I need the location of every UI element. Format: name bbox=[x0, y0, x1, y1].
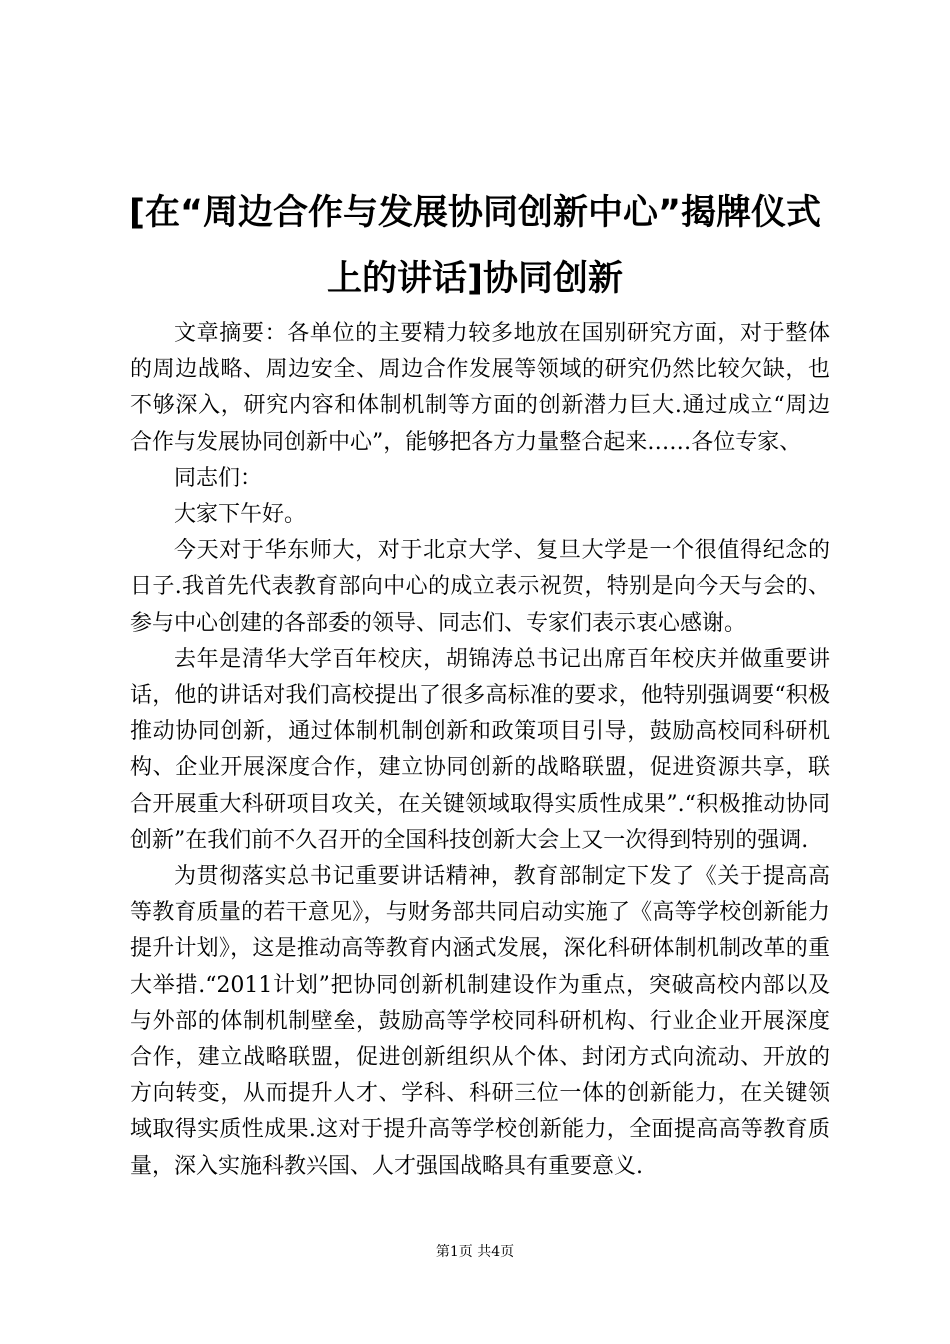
paragraph-greeting: 大家下午好。 bbox=[174, 502, 307, 528]
paragraph-centennial: 去年是清华大学百年校庆，胡锦涛总书记出席百年校庆并做重要讲话，他的讲话对我们高校提出了很多高标准的要求，他特别强调要“积极推动协同创新，通过体制机制创新和政策项目引导，鼓励高校同科研机构、企业开展深度合作，建立协同创新的战略联盟，促进资源共享，联合开展重大科研项目攻关，在关键领域取得实质性成果”.“积极推动协同创新”在我们前不久召开的全国科技创新大会上又一次得到特别的强调. bbox=[130, 646, 830, 853]
paragraph-summary: 文章摘要：各单位的主要精力较多地放在国别研究方面，对于整体的周边战略、周边安全、周边合作发展等领域的研究仍然比较欠缺，也不够深入，研究内容和体制机制等方面的创新潜力巨大.通过成立“周边合作与发展协同创新中心”，能够把各方力量整合起来……各位专家、 bbox=[130, 321, 830, 455]
paragraph-2011-plan: 为贯彻落实总书记重要讲话精神，教育部制定下发了《关于提高高等教育质量的若干意见》，与财务部共同启动实施了《高等学校创新能力提升计划》，这是推动高等教育内涵式发展，深化科研体制机制改革的重大举措.“2011计划”把协同创新机制建设作为重点，突破高校内部以及与外部的体制机制壁垒，鼓励高等学校同科研机构、行业企业开展深度合作，建立战略联盟，促进创新组织从个体、封闭方式向流动、开放的方向转变，从而提升人才、学科、科研三位一体的创新能力，在关键领域取得实质性成果.这对于提升高等学校创新能力，全面提高高等教育质量，深入实施科教兴国、人才强国战略具有重要意义. bbox=[130, 864, 830, 1179]
document-body bbox=[130, 316, 830, 1185]
page-number-footer: 第1页 共4页 bbox=[435, 1244, 515, 1260]
paragraph-commemoration: 今天对于华东师大，对于北京大学、复旦大学是一个很值得纪念的日子.我首先代表教育部向中心的成立表示祝贺，特别是向今天与会的、参与中心创建的各部委的领导、同志们、专家们表示衷心感谢。 bbox=[130, 538, 830, 636]
paragraph-salutation: 同志们： bbox=[174, 465, 263, 491]
document-title: [在“周边合作与发展协同创新中心”揭牌仪式上的讲话]协同创新 bbox=[128, 193, 821, 299]
